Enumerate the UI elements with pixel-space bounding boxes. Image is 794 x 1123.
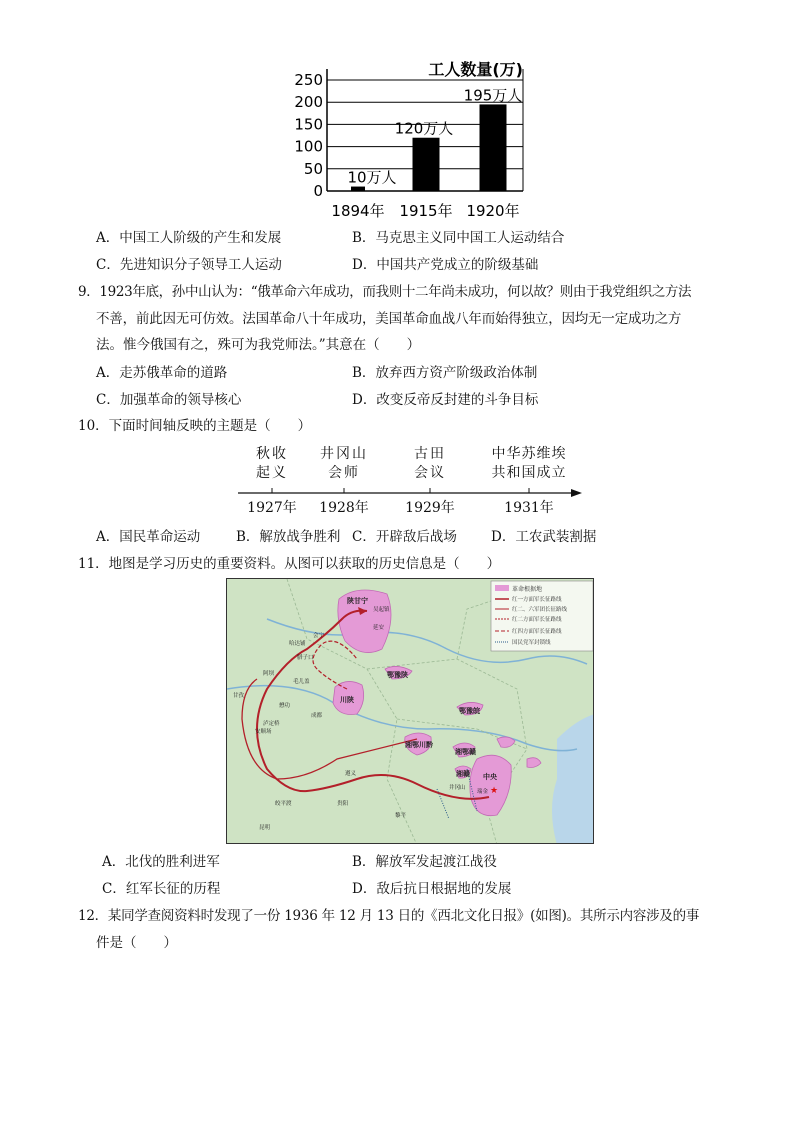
chart-ytick-label: 100	[294, 137, 323, 156]
place-zunyi: 遵义	[345, 771, 357, 777]
base-label-hunan-hubei-sichuan-guizhou: 湘鄂川黔	[405, 741, 433, 749]
place-wuqizhen: 吴起镇	[373, 607, 390, 613]
q9-option-b: B．放弃西方资产阶级政治体制	[352, 365, 538, 381]
q8-option-a: A．中国工人阶级的产生和发展	[96, 230, 282, 246]
place-anshunchang: 安顺场	[255, 729, 272, 735]
chart-title: 工人数量(万)	[428, 60, 523, 79]
chart-bar	[413, 138, 440, 191]
chart-xtick-label: 1915年	[399, 202, 453, 220]
chart-data-label: 10万人	[347, 168, 397, 187]
chart-bar	[480, 104, 507, 191]
q11-stem: 11．地图是学习历史的重要资料。从图可以获取的历史信息是（ ）	[78, 556, 501, 572]
q8-option-b: B．马克思主义同中国工人运动结合	[352, 230, 565, 246]
chart-xtick-label: 1920年	[466, 202, 520, 220]
base-label-sichuan-shaanxi: 川陕	[340, 696, 354, 704]
q10-option-d: D．工农武装割据	[491, 529, 597, 545]
place-ludingqiao: 泸定桥	[263, 721, 280, 727]
timeline-event-1-line1: 秋收	[256, 446, 288, 462]
place-ganzi: 甘孜	[233, 693, 245, 699]
timeline-event-1-year: 1927年	[247, 500, 297, 516]
timeline-event-2-line1: 井冈山	[320, 446, 368, 462]
map-legend	[491, 581, 593, 651]
q9-stem-line3: 法。惟今俄国有之，殊可为我党师法。”其意在（ ）	[96, 337, 421, 353]
q10-option-c: C．开辟敌后战场	[352, 529, 457, 545]
map-sea	[552, 714, 594, 844]
place-chengdu: 成都	[311, 713, 323, 719]
base-label-hubei-henan-anhui: 鄂豫皖	[459, 707, 480, 715]
long-march-map	[226, 578, 594, 844]
chart-ytick-label: 250	[294, 71, 323, 89]
q9-option-a: A．走苏俄革命的道路	[96, 365, 228, 381]
legend-route-1: 红一方面军长征路线	[512, 597, 562, 603]
chart-ytick-label: 150	[294, 115, 323, 134]
place-liping: 黎平	[395, 813, 407, 819]
place-kunming: 昆明	[259, 825, 271, 831]
legend-route-4: 红四方面军长征路线	[512, 629, 562, 635]
timeline-event-2-line2: 会师	[328, 465, 360, 481]
base-label-hubei-henan-shaanxi: 鄂豫陕	[387, 671, 408, 679]
q12-stem-line2: 件是（ ）	[96, 935, 177, 951]
chart-ytick-label: 50	[303, 159, 323, 178]
chart-xtick-label: 1894年	[331, 202, 385, 220]
timeline-event-3-year: 1929年	[405, 500, 455, 516]
base-label-hunan-hubei-jiangxi: 湘鄂赣	[455, 748, 476, 756]
place-maogong: 懋功	[279, 703, 291, 709]
timeline-event-3-line1: 古田	[414, 446, 446, 462]
q11-option-b: B．解放军发起渡江战役	[352, 854, 497, 870]
base-label-central: 中央	[483, 773, 497, 781]
timeline-event-4-line2: 共和国成立	[491, 465, 567, 481]
place-lazikou: 腊子口	[297, 655, 314, 661]
chart-ytick-label: 0	[313, 182, 323, 200]
timeline-event-4-year: 1931年	[504, 500, 554, 516]
q8-option-c: C．先进知识分子领导工人运动	[96, 257, 282, 273]
place-jiaopingdu: 皎平渡	[275, 801, 292, 807]
q11-option-a: A．北伐的胜利进军	[102, 854, 220, 870]
base-label-shaanxi-gansu-ningxia: 陕甘宁	[347, 597, 368, 605]
chart-ytick-label: 200	[294, 93, 323, 112]
q10-option-b: B．解放战争胜利	[236, 529, 341, 545]
q11-option-d: D．敌后抗日根据地的发展	[352, 881, 512, 897]
place-guiyang: 贵阳	[337, 801, 349, 807]
chart-data-label: 120万人	[394, 119, 454, 138]
q9-option-d: D．改变反帝反封建的斗争目标	[352, 392, 539, 408]
worker-count-bar-chart	[283, 58, 528, 226]
q12-stem-line1: 12．某同学查阅资料时发现了一份 1936 年 12 月 13 日的《西北文化日报》(如图)。其所示内容涉及的事	[78, 908, 700, 924]
place-hadapu: 哈达铺	[289, 641, 306, 647]
place-yanan: 延安	[373, 625, 385, 631]
place-ruijin: 瑞金	[477, 789, 489, 795]
place-jinggangshan: 井冈山	[449, 785, 466, 791]
q8-option-d: D．中国共产党成立的阶级基础	[352, 257, 539, 273]
ruijin-star-icon: ★	[490, 786, 499, 796]
legend-route-2: 红二方面军长征路线	[512, 617, 562, 623]
place-aba: 阿坝	[263, 671, 275, 677]
q10-timeline	[232, 443, 587, 518]
timeline-event-4-line1: 中华苏维埃	[491, 446, 567, 462]
q10-option-a: A．国民革命运动	[96, 529, 201, 545]
place-huining: 会宁	[313, 633, 325, 639]
place-maoergai: 毛儿盖	[293, 679, 310, 685]
q9-stem-line2: 不善，前此因无可仿效。法国革命八十年成功，美国革命血战八年而始得独立，因均无一定成功之方	[96, 311, 682, 327]
base-label-hunan-jiangxi: 湘赣	[456, 770, 470, 778]
timeline-event-2-year: 1928年	[319, 500, 369, 516]
timeline-event-1-line2: 起义	[256, 465, 288, 481]
legend-route-2-6: 红二、六军团长征路线	[512, 607, 568, 613]
q9-stem-line1: 9．1923年底，孙中山认为：“俄革命六年成功，而我则十二年尚未成功，何以故？则由于我党组织之方法	[78, 284, 692, 300]
legend-blockade: 国民党军封锁线	[512, 640, 551, 646]
q11-option-c: C．红军长征的历程	[102, 881, 221, 897]
chart-data-label: 195万人	[463, 86, 523, 105]
q9-option-c: C．加强革命的领导核心	[96, 392, 242, 408]
legend-base: 革命根据地	[512, 586, 543, 593]
q10-stem: 10．下面时间轴反映的主题是（ ）	[78, 418, 312, 434]
timeline-event-3-line2: 会议	[414, 465, 446, 481]
